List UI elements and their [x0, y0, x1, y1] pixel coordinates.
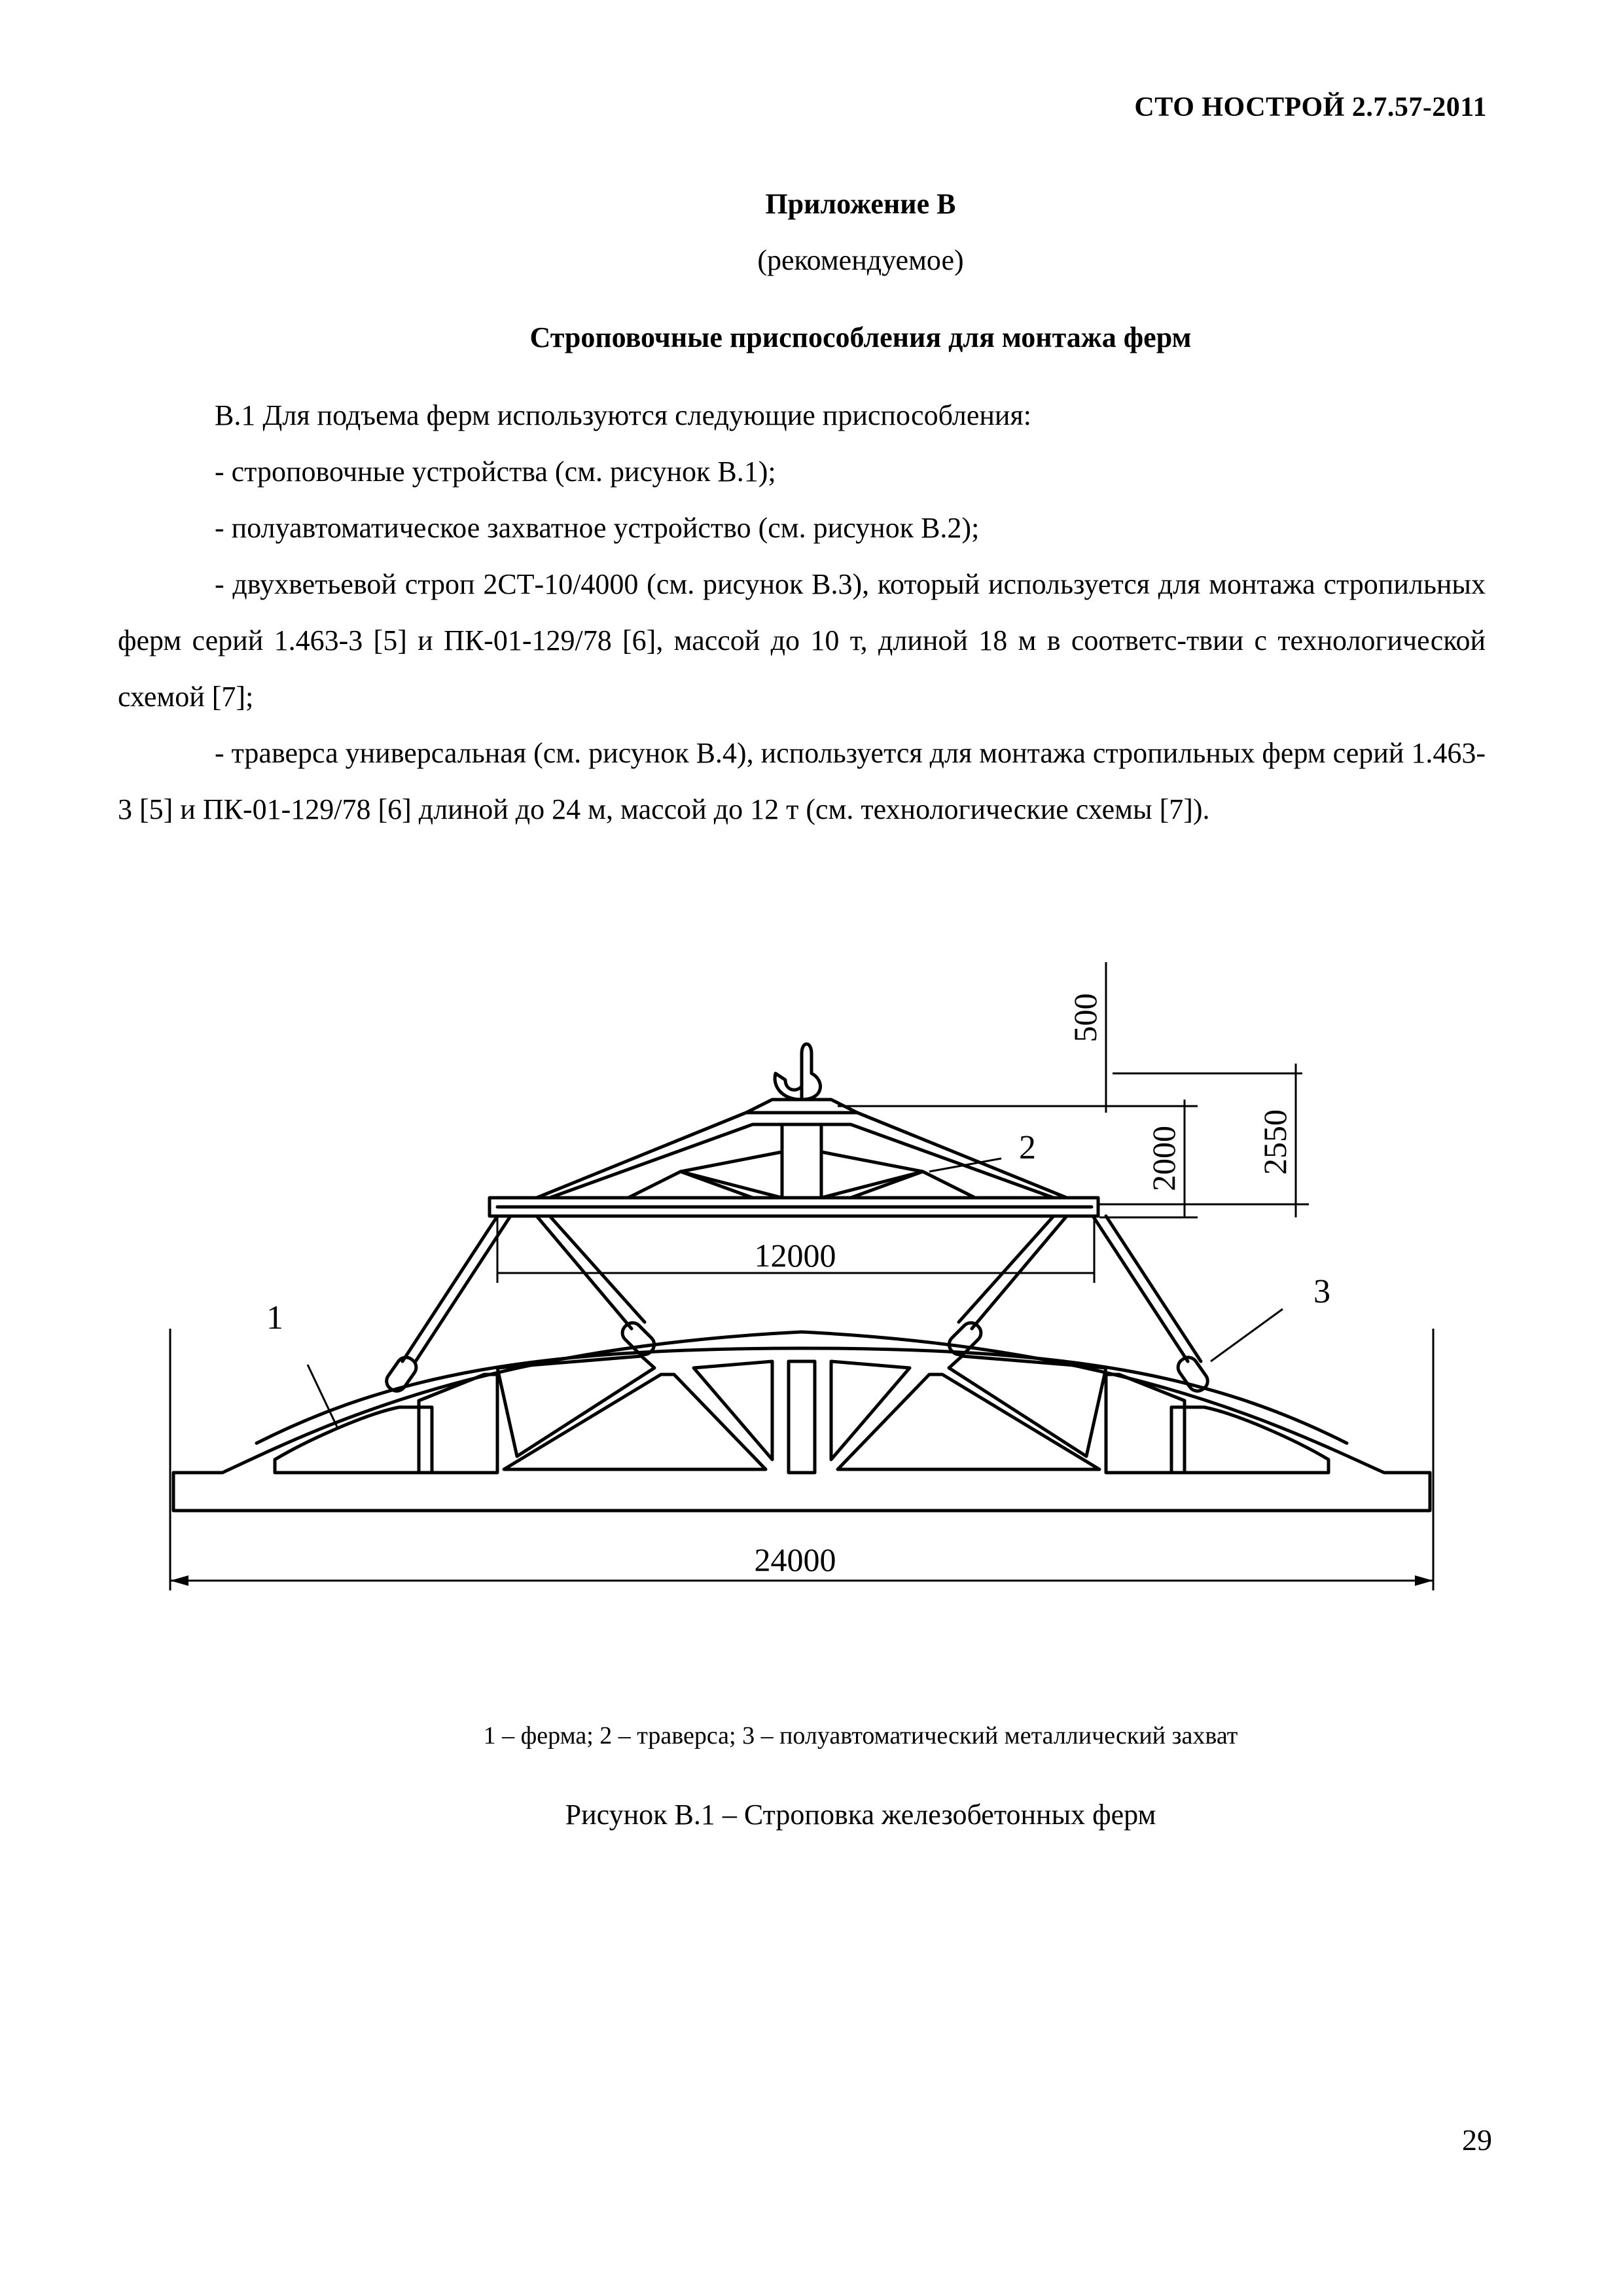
grip-right: [1175, 1354, 1211, 1394]
truss-bottom-chord: [173, 1332, 1430, 1511]
appendix-subtitle: (рекомендуемое): [757, 244, 964, 276]
truss-center-post: [789, 1361, 815, 1473]
document-code-header: СТО НОСТРОЙ 2.7.57-2011: [1134, 92, 1487, 122]
list-item-two-branch-sling: - двухветьевой строп 2СТ-10/4000 (см. рисунок В.3), который используется для монтажа стропильных ферм серий 1.463-3 [5] и ПК-01-129/78 [6], массой до 10 т, длиной 18 м в соответс-твии с технологической схемой [7];: [118, 568, 1486, 713]
grip-left: [383, 1354, 419, 1394]
callout-1: 1: [266, 1299, 283, 1336]
crane-hook: [775, 1044, 820, 1100]
sling-left-outer: [402, 1216, 497, 1361]
page-number: 29: [1462, 2123, 1492, 2157]
callout-3: 3: [1313, 1273, 1330, 1310]
truss-panel-6: [949, 1356, 1106, 1456]
sling-right-inner: [959, 1216, 1054, 1322]
paragraph-intro: В.1 Для подъема ферм используются следующие приспособления:: [215, 399, 1031, 431]
list-item-gripping-device: - полуавтоматическое захватное устройство (см. рисунок В.2);: [215, 512, 980, 544]
list-item-universal-traverse: - траверса универсальная (см. рисунок В.4), используется для монтажа стропильных ферм серий 1.463-3 [5] и ПК-01-129/78 [6] длиной до 24 м, массой до 12 т (см. технологические схемы [7]).: [118, 737, 1486, 825]
truss-panel-4: [694, 1361, 772, 1460]
truss-panel-2: [504, 1374, 766, 1469]
truss-panel-7: [838, 1374, 1099, 1469]
dimension-label-2000: 2000: [1145, 1126, 1182, 1191]
appendix-title: Приложение В: [765, 188, 956, 220]
dimension-label-2550: 2550: [1257, 1109, 1293, 1175]
list-item-slinging-devices: - строповочные устройства (см. рисунок В.1);: [215, 456, 776, 488]
callout-2: 2: [1019, 1129, 1036, 1166]
dimension-label-500: 500: [1067, 993, 1103, 1043]
section-title: Строповочные приспособления для монтажа ферм: [529, 321, 1192, 353]
dimension-label-12000: 12000: [754, 1237, 836, 1274]
dimension-label-24000: 24000: [754, 1541, 836, 1578]
truss-panel-5: [831, 1361, 910, 1460]
figure-legend: 1 – ферма; 2 – траверса; 3 – полуавтоматический металлический захват: [483, 1722, 1238, 1749]
sling-right-outer: [1093, 1216, 1188, 1361]
figure-caption: Рисунок В.1 – Строповка железобетонных ферм: [565, 1799, 1156, 1831]
truss-panel-3: [497, 1356, 654, 1456]
